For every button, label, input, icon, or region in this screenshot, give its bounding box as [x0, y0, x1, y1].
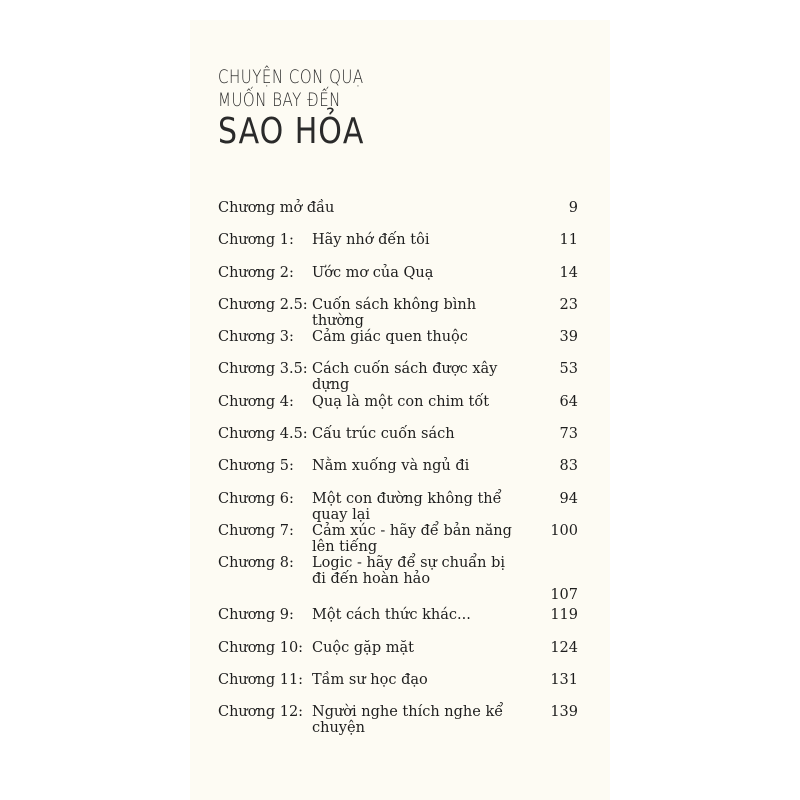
- toc-title: Nằm xuống và ngủ đi: [312, 458, 470, 475]
- toc-label: Chương 5:: [218, 458, 294, 475]
- toc-page-number: 139: [550, 704, 578, 721]
- toc-page-number: 23: [559, 296, 578, 313]
- toc-title: Tầm sư học đạo: [312, 671, 428, 688]
- toc-entry: [218, 458, 578, 490]
- toc-label: Chương 8:: [218, 555, 294, 572]
- toc-title: Cuộc gặp mặt: [312, 639, 414, 656]
- toc-entry: [218, 704, 578, 736]
- toc-page-number: 11: [559, 232, 578, 249]
- book-title-line-1: CHUYỆN CON QUẠ: [218, 65, 364, 88]
- toc-entry: [218, 523, 578, 555]
- toc-entry: [218, 555, 578, 607]
- toc-entry-prologue: [218, 200, 578, 232]
- toc-entry: [218, 640, 578, 672]
- toc-entry: [218, 672, 578, 704]
- toc-entry: [218, 426, 578, 458]
- toc-label: Chương 3.5:: [218, 361, 308, 378]
- toc-page-number: 94: [559, 490, 578, 507]
- toc-entry: [218, 297, 578, 329]
- book-page: [190, 20, 610, 800]
- book-title: [218, 65, 365, 153]
- toc-page-number: 73: [559, 426, 578, 443]
- toc-label: Chương 2.5:: [218, 296, 308, 313]
- book-title-line-2: MUỐN BAY ĐẾN: [218, 88, 341, 111]
- toc-page-number: 64: [559, 393, 578, 410]
- toc-page-number: 53: [559, 361, 578, 378]
- toc-label: Chương 9:: [218, 607, 294, 624]
- toc-title-line-2: đi đến hoàn hảo: [312, 571, 431, 588]
- toc-entry: [218, 491, 578, 523]
- toc-entry: [218, 607, 578, 639]
- toc-label: Chương mở đầu: [218, 200, 335, 216]
- toc-title: Cảm giác quen thuộc: [312, 329, 468, 346]
- toc-entry: [218, 232, 578, 264]
- toc-title: Cuốn sách không bình thường: [312, 296, 477, 329]
- toc-label: Chương 7:: [218, 522, 294, 539]
- toc-title: Cấu trúc cuốn sách: [312, 426, 455, 443]
- toc-page-number: 14: [559, 264, 578, 281]
- toc-title: Người nghe thích nghe kể chuyện: [312, 704, 504, 737]
- toc-entry: [218, 361, 578, 393]
- toc-page-number: 119: [550, 607, 578, 624]
- table-of-contents: [218, 200, 578, 736]
- toc-title: Cách cuốn sách được xây dựng: [312, 361, 498, 394]
- toc-entry: [218, 265, 578, 297]
- toc-entry: [218, 394, 578, 426]
- toc-title: Hãy nhớ đến tôi: [312, 232, 430, 249]
- toc-title: Ước mơ của Quạ: [312, 264, 434, 281]
- toc-page-number: 100: [550, 522, 578, 539]
- toc-page-number: 107: [550, 587, 578, 604]
- toc-label: Chương 4.5:: [218, 426, 308, 443]
- toc-page-number: 131: [550, 671, 578, 688]
- toc-title: Một con đường không thể quay lại: [312, 490, 502, 523]
- toc-label: Chương 11:: [218, 671, 304, 688]
- toc-label: Chương 12:: [218, 704, 304, 721]
- toc-page-number: 39: [559, 329, 578, 346]
- toc-title: Một cách thức khác...: [312, 607, 471, 624]
- toc-title: Quạ là một con chim tốt: [312, 393, 490, 410]
- toc-label: Chương 2:: [218, 264, 294, 281]
- toc-entry: [218, 329, 578, 361]
- book-title-line-3: SAO HỎA: [218, 110, 365, 153]
- toc-label: Chương 6:: [218, 490, 294, 507]
- toc-label: Chương 1:: [218, 232, 294, 249]
- toc-page-number: 83: [559, 458, 578, 475]
- toc-title-line-1: Logic - hãy để sự chuẩn bị: [312, 555, 506, 572]
- toc-page-number: 9: [568, 200, 578, 216]
- toc-label: Chương 3:: [218, 329, 294, 346]
- toc-title: [312, 555, 528, 587]
- toc-title: Cảm xúc - hãy để bản năng lên tiếng: [312, 522, 512, 555]
- toc-page-number: 124: [550, 639, 578, 656]
- toc-label: Chương 10:: [218, 639, 304, 656]
- toc-label: Chương 4:: [218, 393, 294, 410]
